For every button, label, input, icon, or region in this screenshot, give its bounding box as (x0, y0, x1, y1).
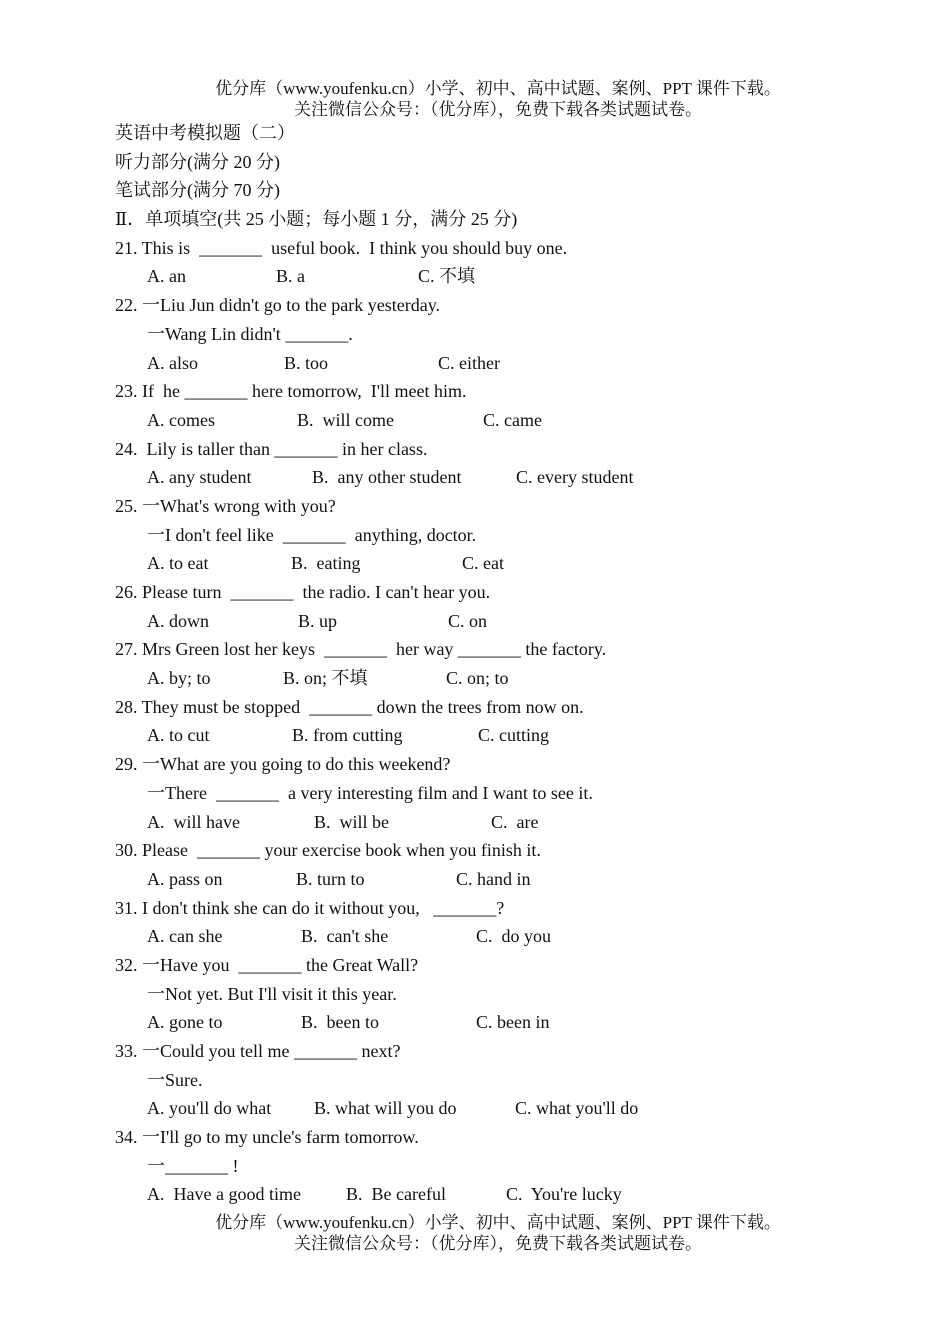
option-a: A. to cut (147, 725, 210, 746)
question-26: 26. Please turn _______ the radio. I can't hear you. (115, 582, 491, 602)
listening-section: 听力部分(满分 20 分) (115, 151, 280, 172)
options-26 (115, 607, 895, 636)
option-c: C. hand in (456, 868, 531, 889)
option-a: A. you'll do what (147, 1098, 272, 1119)
option-c: C. 不填 (418, 266, 476, 287)
option-c: C. You're lucky (506, 1184, 622, 1205)
header-line-2: 关注微信公众号：（优分库），免费下载各类试题试卷。 (294, 100, 702, 119)
option-b: B. on; 不填 (283, 668, 368, 689)
options-21 (115, 262, 895, 291)
option-a: A. can she (147, 926, 223, 947)
options-27 (115, 664, 895, 693)
question-28: 28. They must be stopped _______ down the trees from now on. (115, 696, 584, 717)
option-c: C. came (483, 409, 542, 430)
option-c: C. every student (516, 467, 634, 488)
options-24 (115, 463, 895, 492)
question-22-reply: 一Wang Lin didn't _______. (147, 323, 353, 344)
option-a: A. to eat (147, 553, 209, 574)
question-23: 23. If he _______ here tomorrow, I'll meet him. (115, 381, 467, 402)
option-b: B. been to (301, 1012, 379, 1033)
options-29 (115, 808, 895, 837)
option-b: B. too (284, 352, 329, 373)
question-30: 30. Please _______ your exercise book when you finish it. (115, 840, 541, 861)
option-a: A. will have (147, 811, 240, 832)
footer-line-2: 关注微信公众号：（优分库），免费下载各类试题试卷。 (294, 1234, 702, 1253)
options-23 (115, 406, 895, 435)
question-32: 32. 一Have you _______ the Great Wall? (115, 954, 419, 975)
question-25-reply: 一I don't feel like _______ anything, doctor. (147, 524, 477, 545)
question-33-reply: 一Sure. (147, 1069, 203, 1090)
header-line-1: 优分库（www.youfenku.cn）小学、初中、高中试题、案例、PPT 课件下载。 (215, 79, 781, 98)
option-c: C. on; to (446, 668, 509, 689)
option-b: B. from cutting (292, 725, 403, 746)
options-32 (115, 1008, 895, 1037)
options-34 (115, 1180, 895, 1209)
option-b: B. eating (291, 553, 361, 574)
option-c: C. cutting (478, 725, 549, 746)
options-30 (115, 865, 895, 894)
option-a: A. by; to (147, 668, 211, 689)
option-c: C. on (448, 610, 488, 631)
question-27: 27. Mrs Green lost her keys _______ her way _______ the factory. (115, 639, 607, 660)
question-21: 21. This is _______ useful book. I think you should buy one. (115, 237, 568, 258)
options-28 (115, 721, 895, 750)
option-a: A. an (147, 266, 186, 287)
question-25: 25. 一What's wrong with you? (115, 495, 336, 516)
question-32-reply: 一Not yet. But I'll visit it this year. (147, 983, 397, 1004)
option-a: A. Have a good time (147, 1184, 301, 1205)
option-a: A. pass on (147, 868, 223, 889)
option-c: C. been in (476, 1012, 550, 1033)
question-22: 22. 一Liu Jun didn't go to the park yesterday. (115, 295, 441, 316)
option-a: A. down (147, 610, 209, 631)
option-b: B. what will you do (314, 1098, 457, 1119)
option-a: A. any student (147, 467, 252, 488)
option-c: C. are (491, 811, 539, 832)
option-b: B. turn to (296, 868, 365, 889)
option-c: C. what you'll do (515, 1098, 639, 1119)
option-c: C. either (438, 352, 500, 373)
section-heading: Ⅱ．单项填空(共 25 小题；每小题 1 分，满分 25 分) (115, 209, 518, 230)
options-22 (115, 349, 895, 378)
question-29: 29. 一What are you going to do this weekend? (115, 754, 451, 775)
question-33: 33. 一Could you tell me _______ next? (115, 1041, 401, 1061)
options-33 (115, 1094, 895, 1123)
exam-content (115, 119, 895, 1209)
question-24: 24. Lily is taller than _______ in her class. (115, 438, 428, 459)
option-a: A. also (147, 352, 198, 373)
question-34-reply: 一_______ ! (147, 1155, 239, 1176)
question-31: 31. I don't think she can do it without you, _______? (115, 897, 505, 918)
footer-line-1: 优分库（www.youfenku.cn）小学、初中、高中试题、案例、PPT 课件下载。 (215, 1213, 781, 1232)
page-footer (0, 1212, 950, 1254)
written-section: 笔试部分(满分 70 分) (115, 180, 280, 201)
options-25 (115, 549, 895, 578)
option-b: B. can't she (301, 926, 389, 947)
option-b: B. Be careful (346, 1184, 446, 1205)
exam-title: 英语中考模拟题（二） (115, 123, 295, 143)
option-a: A. comes (147, 409, 215, 430)
option-c: C. eat (462, 553, 504, 574)
option-c: C. do you (476, 926, 552, 947)
options-31 (115, 922, 895, 951)
option-b: B. will be (314, 811, 389, 832)
page-header (0, 78, 950, 120)
question-34: 34. 一I'll go to my uncle's farm tomorrow. (115, 1127, 419, 1148)
question-29-reply: 一There _______ a very interesting film and I want to see it. (147, 782, 593, 803)
option-b: B. up (298, 610, 338, 631)
option-b: B. any other student (312, 467, 462, 488)
option-b: B. will come (297, 409, 394, 430)
option-a: A. gone to (147, 1012, 223, 1033)
option-b: B. a (276, 266, 305, 287)
